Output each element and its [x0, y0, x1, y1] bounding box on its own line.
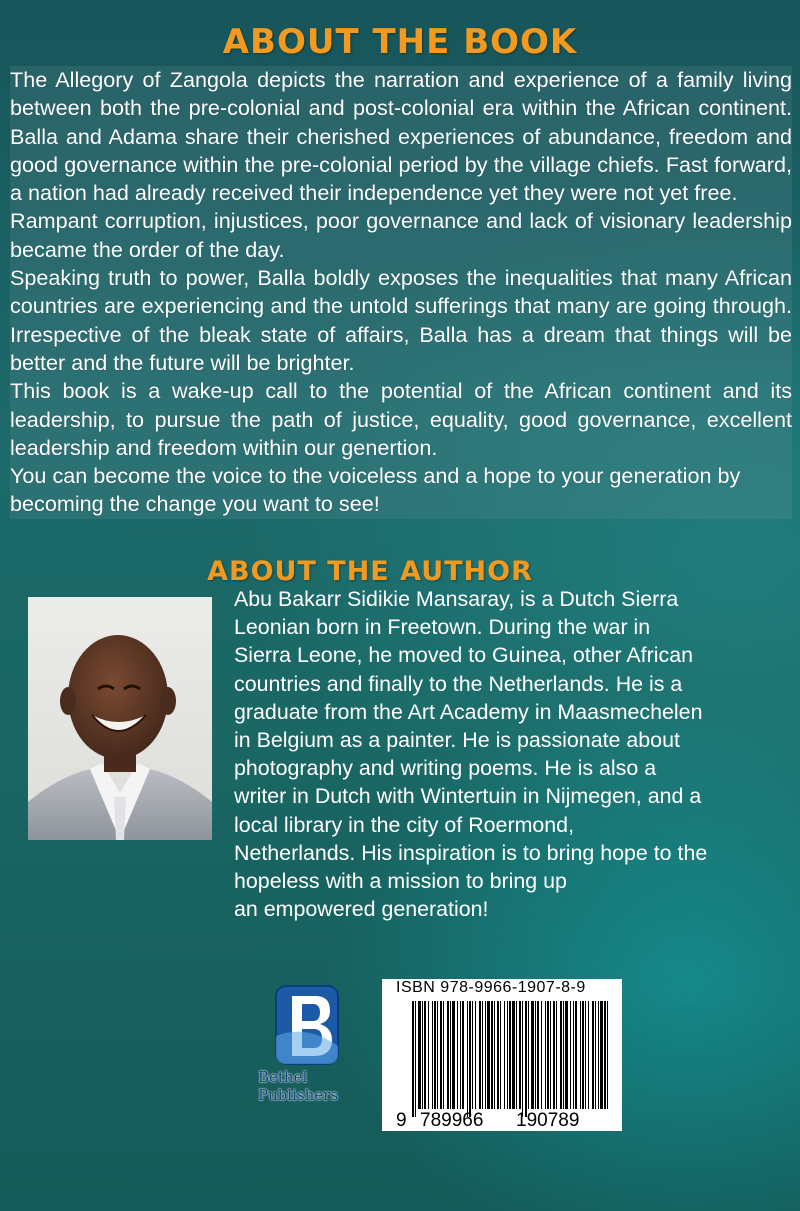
barcode-bar: [582, 1001, 584, 1109]
barcode-digits-last: 190789: [516, 1110, 580, 1131]
barcode-bar: [541, 1001, 542, 1109]
barcode-bar: [509, 1001, 511, 1109]
barcode-bar: [500, 1001, 501, 1109]
barcode-digits: [382, 1110, 622, 1130]
publisher-name-line1: Bethel: [258, 1068, 308, 1086]
isbn-barcode: [382, 979, 622, 1131]
author-text-line: in Belgium as a painter. He is passionate about: [234, 728, 680, 753]
barcode-bar: [472, 1001, 473, 1109]
barcode-bars: [382, 979, 622, 1131]
author-text-line: Leonian born in Freetown. During the war in: [234, 615, 651, 640]
barcode-bar: [598, 1001, 599, 1109]
about-author-text: [234, 585, 800, 923]
barcode-bar: [588, 1001, 589, 1109]
barcode-bar: [519, 1001, 521, 1109]
barcode-bar: [547, 1001, 549, 1109]
barcode-bar: [452, 1001, 455, 1109]
barcode-bar: [528, 1001, 529, 1109]
author-portrait-illustration: [28, 597, 212, 840]
barcode-bar: [422, 1001, 423, 1109]
barcode-bar: [512, 1001, 515, 1109]
barcode-bar: [580, 1001, 581, 1109]
barcode-bar: [504, 1001, 505, 1109]
barcode-digit-first: 9: [396, 1110, 407, 1131]
barcode-bar: [418, 1001, 421, 1109]
barcode-bar: [507, 1001, 508, 1109]
barcode-bar: [415, 1001, 416, 1117]
barcode-bar: [437, 1001, 438, 1109]
barcode-bar: [432, 1001, 433, 1109]
barcode-bar: [585, 1001, 586, 1109]
barcode-bar: [434, 1001, 436, 1109]
barcode-bar: [604, 1001, 606, 1109]
barcode-bar: [460, 1001, 461, 1109]
barcode-bar: [447, 1001, 449, 1109]
about-author-title: ABOUT THE AUTHOR: [207, 556, 533, 587]
barcode-bar: [600, 1001, 603, 1109]
barcode-bar: [570, 1001, 571, 1109]
barcode-bar: [491, 1001, 493, 1109]
barcode-bar: [479, 1001, 481, 1109]
barcode-bar: [494, 1001, 495, 1109]
barcode-bar: [485, 1001, 486, 1109]
about-book-text: [10, 66, 792, 519]
barcode-bar: [469, 1001, 471, 1117]
barcode-bar: [573, 1001, 574, 1109]
author-text-line: an empowered generation!: [234, 897, 489, 922]
book-paragraph: This book is a wake-up call to the potential of the African continent and its leadership, to pursue the path of justice, equality, good governance, excellent leadership and freedom within our genertion.: [10, 378, 792, 460]
barcode-bar: [440, 1001, 442, 1109]
about-book-title: ABOUT THE BOOK: [222, 22, 578, 62]
barcode-bar: [535, 1001, 536, 1109]
barcode-bar: [475, 1001, 476, 1109]
author-text-line: countries and finally to the Netherlands. He is a: [234, 671, 683, 696]
publisher-name-line2: Publishers: [258, 1086, 339, 1104]
book-paragraph: Speaking truth to power, Balla boldly exposes the inequalities that many African countries are experiencing and the untold sufferings that many are going through. Irrespective of the bleak state of affairs, Balla has a dream that things will be better and the future will be brighter.: [10, 265, 792, 375]
author-text-line: photography and writing poems. He is also a: [234, 756, 657, 781]
book-paragraph: You can become the voice to the voiceless and a hope to your generation by becoming the change you want to see!: [10, 463, 741, 517]
author-text-line: hopeless with a mission to bring up: [234, 869, 567, 894]
barcode-bar: [424, 1001, 426, 1109]
author-text-line: writer in Dutch with Wintertuin in Nijmegen, and a: [234, 784, 702, 809]
barcode-bar: [560, 1001, 562, 1109]
author-photo: [28, 597, 212, 840]
author-text-line: Sierra Leone, he moved to Guinea, other African: [234, 643, 693, 668]
book-paragraph: Rampant corruption, injustices, poor governance and lack of visionary leadership became the order of the day.: [10, 208, 792, 262]
author-text-line: graduate from the Art Academy in Maasmechelen: [234, 699, 703, 724]
barcode-bar: [556, 1001, 557, 1109]
barcode-bar: [482, 1001, 483, 1109]
barcode-bar: [563, 1001, 564, 1109]
barcode-bar: [462, 1001, 464, 1109]
barcode-bar: [553, 1001, 555, 1109]
barcode-bar: [522, 1001, 523, 1117]
barcode-bar: [537, 1001, 539, 1109]
barcode-bar: [575, 1001, 577, 1109]
author-text-line: Netherlands. His inspiration is to bring hope to the: [234, 840, 708, 865]
barcode-bar: [607, 1001, 608, 1109]
isbn-label: ISBN 978-9966-1907-8-9: [396, 979, 586, 996]
barcode-digits-middle: 789966: [420, 1110, 484, 1131]
book-paragraph: The Allegory of Zangola depicts the narration and experience of a family living between both the pre-colonial and post-colonial era within the African continent. Balla and Adama share their cherished experiences of abundance, freedom and good governance within the pre-colonial period by the village chiefs. Fast forward, a nation had already received their independence yet they were not yet free.: [10, 67, 792, 206]
barcode-bar: [595, 1001, 596, 1109]
barcode-bar: [516, 1001, 517, 1109]
barcode-bar: [450, 1001, 451, 1109]
barcode-bar: [531, 1001, 534, 1109]
barcode-bar: [565, 1001, 568, 1109]
barcode-bar: [412, 1001, 414, 1117]
barcode-bar: [467, 1001, 468, 1117]
author-text-line: Abu Bakarr Sidikie Mansaray, is a Dutch Sierra: [234, 587, 679, 611]
publisher-name: [258, 1068, 354, 1104]
barcode-bar: [487, 1001, 490, 1109]
barcode-bar: [550, 1001, 551, 1109]
barcode-bar: [525, 1001, 527, 1117]
barcode-bar: [428, 1001, 429, 1109]
barcode-bar: [592, 1001, 594, 1109]
barcode-bar: [497, 1001, 499, 1109]
barcode-bar: [457, 1001, 458, 1109]
barcode-bar: [443, 1001, 444, 1109]
author-text-line: local library in the city of Roermond,: [234, 812, 575, 837]
barcode-bar: [545, 1001, 546, 1109]
